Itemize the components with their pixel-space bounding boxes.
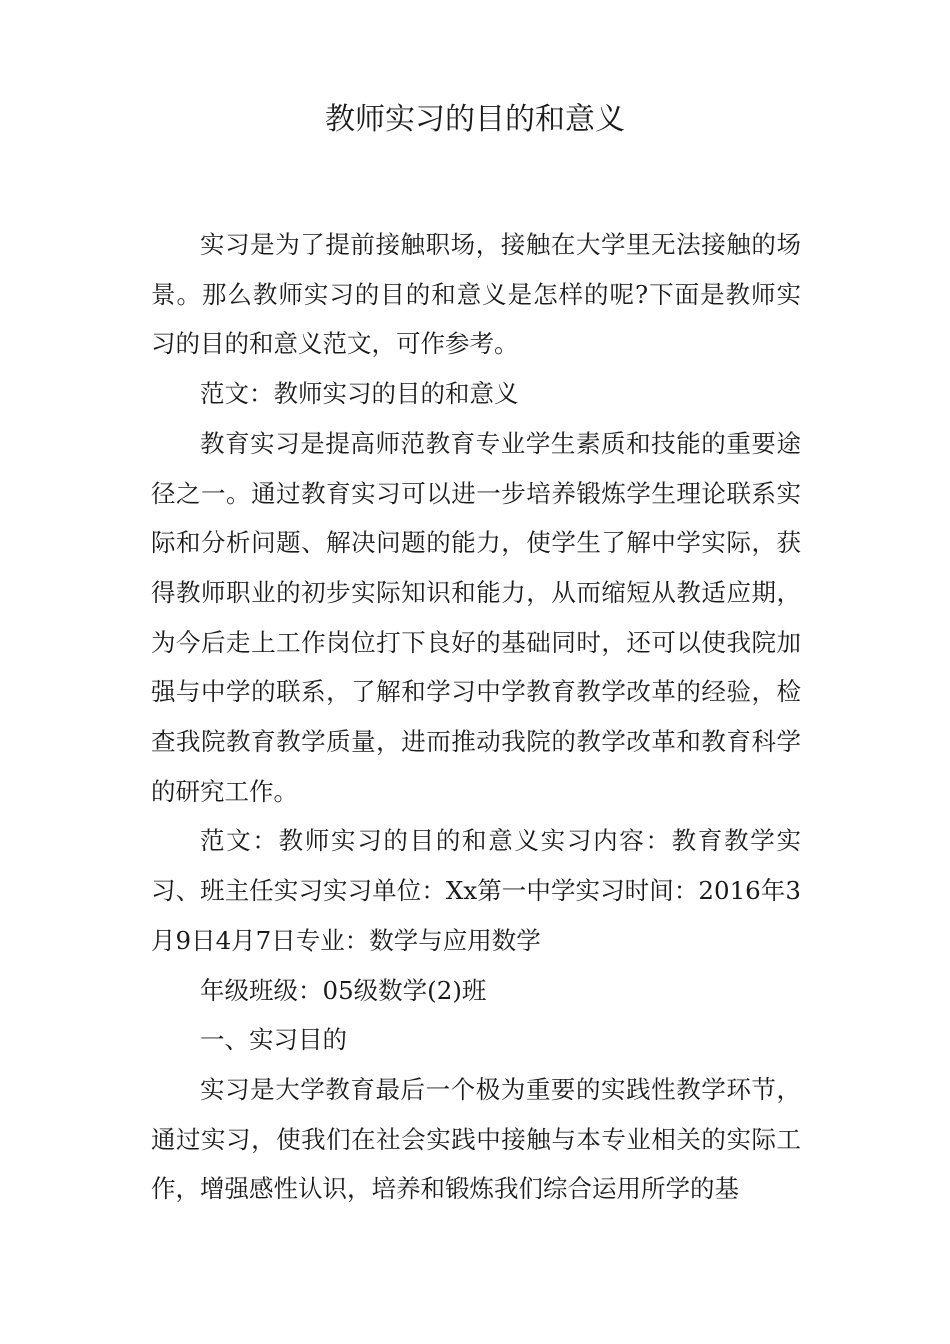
- paragraph-grade-class: 年级班级：05级数学(2)班: [200, 975, 487, 1005]
- paragraph-sample-heading: 范文：教师实习的目的和意义: [200, 379, 519, 409]
- document-title: 教师实习的目的和意义: [325, 102, 625, 137]
- paragraph-intro: 实习是为了提前接触职场，接触在大学里无法接触的场景。那么教师实习的目的和意义是怎样的呢?下面是教师实习的目的和意义范文，可作参考。: [151, 230, 801, 359]
- paragraph-education-practice: 教育实习是提高师范教育专业学生素质和技能的重要途径之一。通过教育实习可以进一步培养锻炼学生理论联系实际和分析问题、解决问题的能力，使学生了解中学实际，获得教师职业的初步实际知识和能力，从而缩短从教适应期，为今后走上工作岗位打下良好的基础同时，还可以使我院加强与中学的联系，了解和学习中学教育教学改革的经验，检查我院教育教学质量，进而推动我院的教学改革和教育科学的研究工作。: [151, 428, 801, 806]
- section-heading-purpose: 一、实习目的: [200, 1025, 347, 1055]
- document-body: [151, 220, 801, 1214]
- paragraph-internship-info: 范文：教师实习的目的和意义实习内容：教育教学实习、班主任实习实习单位：Xx第一中学实习时间：2016年3月9日4月7日专业：数学与应用数学: [151, 826, 801, 955]
- paragraph-purpose: 实习是大学教育最后一个极为重要的实践性教学环节，通过实习，使我们在社会实践中接触与本专业相关的实际工作，增强感性认识，培养和锻炼我们综合运用所学的基: [151, 1074, 801, 1204]
